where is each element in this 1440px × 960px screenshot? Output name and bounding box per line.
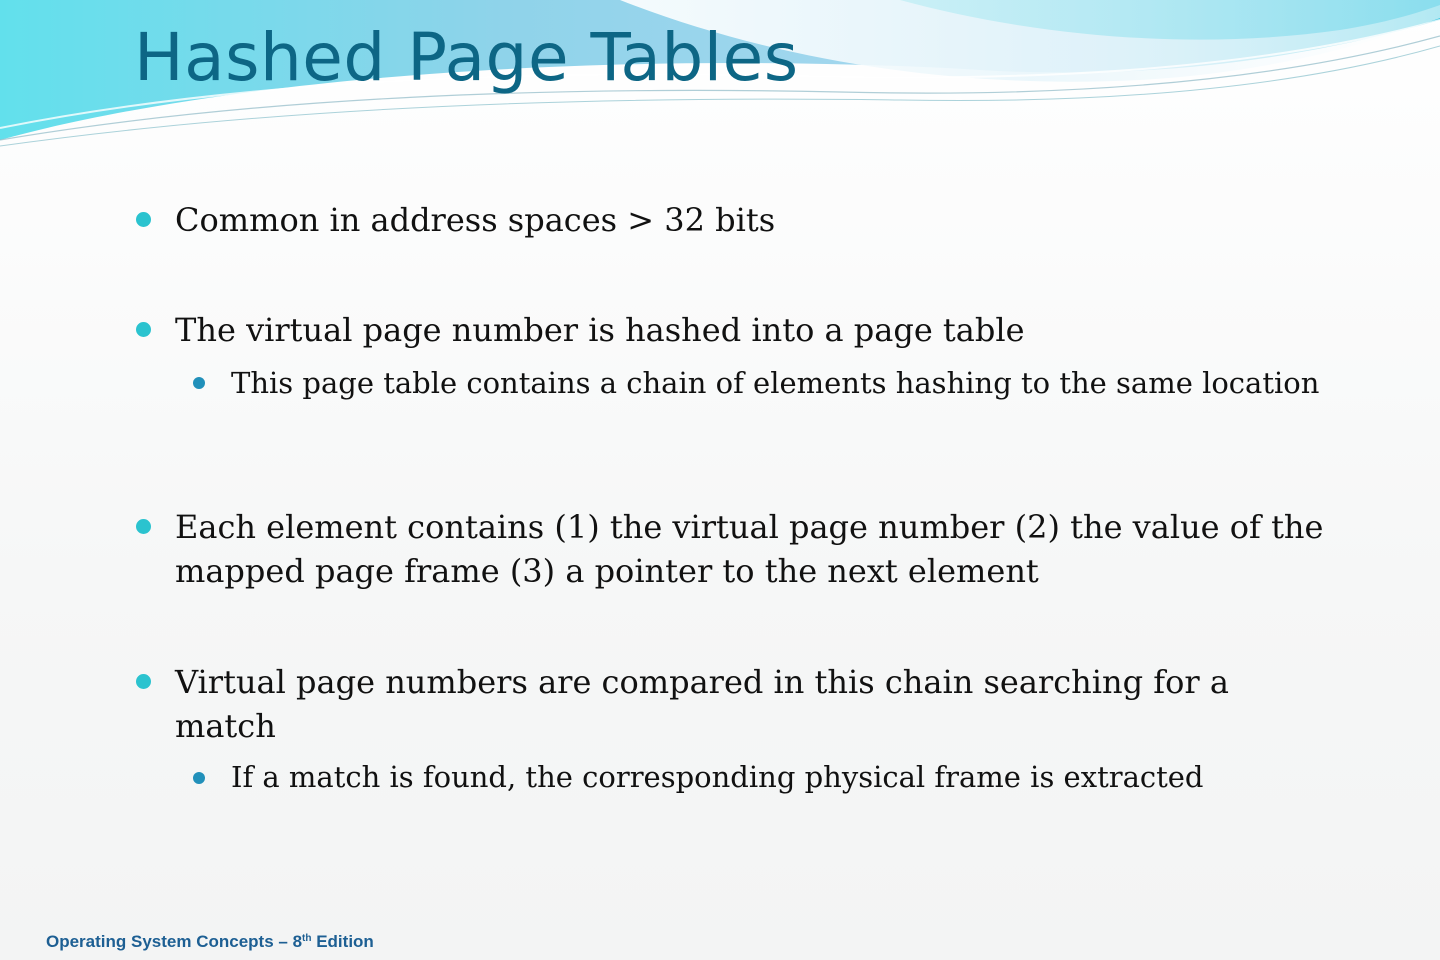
sub-bullet-text: This page table contains a chain of elements hashing to the same location xyxy=(231,366,1320,400)
bullet-dot-icon xyxy=(136,322,151,337)
sub-bullet-dot-icon xyxy=(193,772,205,784)
bullet-list xyxy=(134,0,1334,960)
bullet-dot-icon xyxy=(136,212,151,227)
sub-bullet-text: If a match is found, the corresponding physical frame is extracted xyxy=(231,760,1204,794)
slide-title: Hashed Page Tables xyxy=(134,19,799,96)
bullet-text: Common in address spaces > 32 bits xyxy=(175,201,776,239)
bullet-dot-icon xyxy=(136,519,151,534)
sub-bullet-dot-icon xyxy=(193,377,205,389)
bullet-text: Each element contains (1) the virtual page number (2) the value of the mapped page frame (3) a pointer to the next element xyxy=(175,508,1324,590)
footer-suffix: Edition xyxy=(311,932,374,951)
bullet-dot-icon xyxy=(136,674,151,689)
footer-superscript: th xyxy=(302,933,312,944)
bullet-text: The virtual page number is hashed into a page table xyxy=(175,311,1025,349)
bullet-text: Virtual page numbers are compared in this chain searching for a match xyxy=(175,663,1229,745)
slide-footer xyxy=(46,932,374,952)
footer-text: Operating System Concepts – 8 xyxy=(46,932,303,951)
